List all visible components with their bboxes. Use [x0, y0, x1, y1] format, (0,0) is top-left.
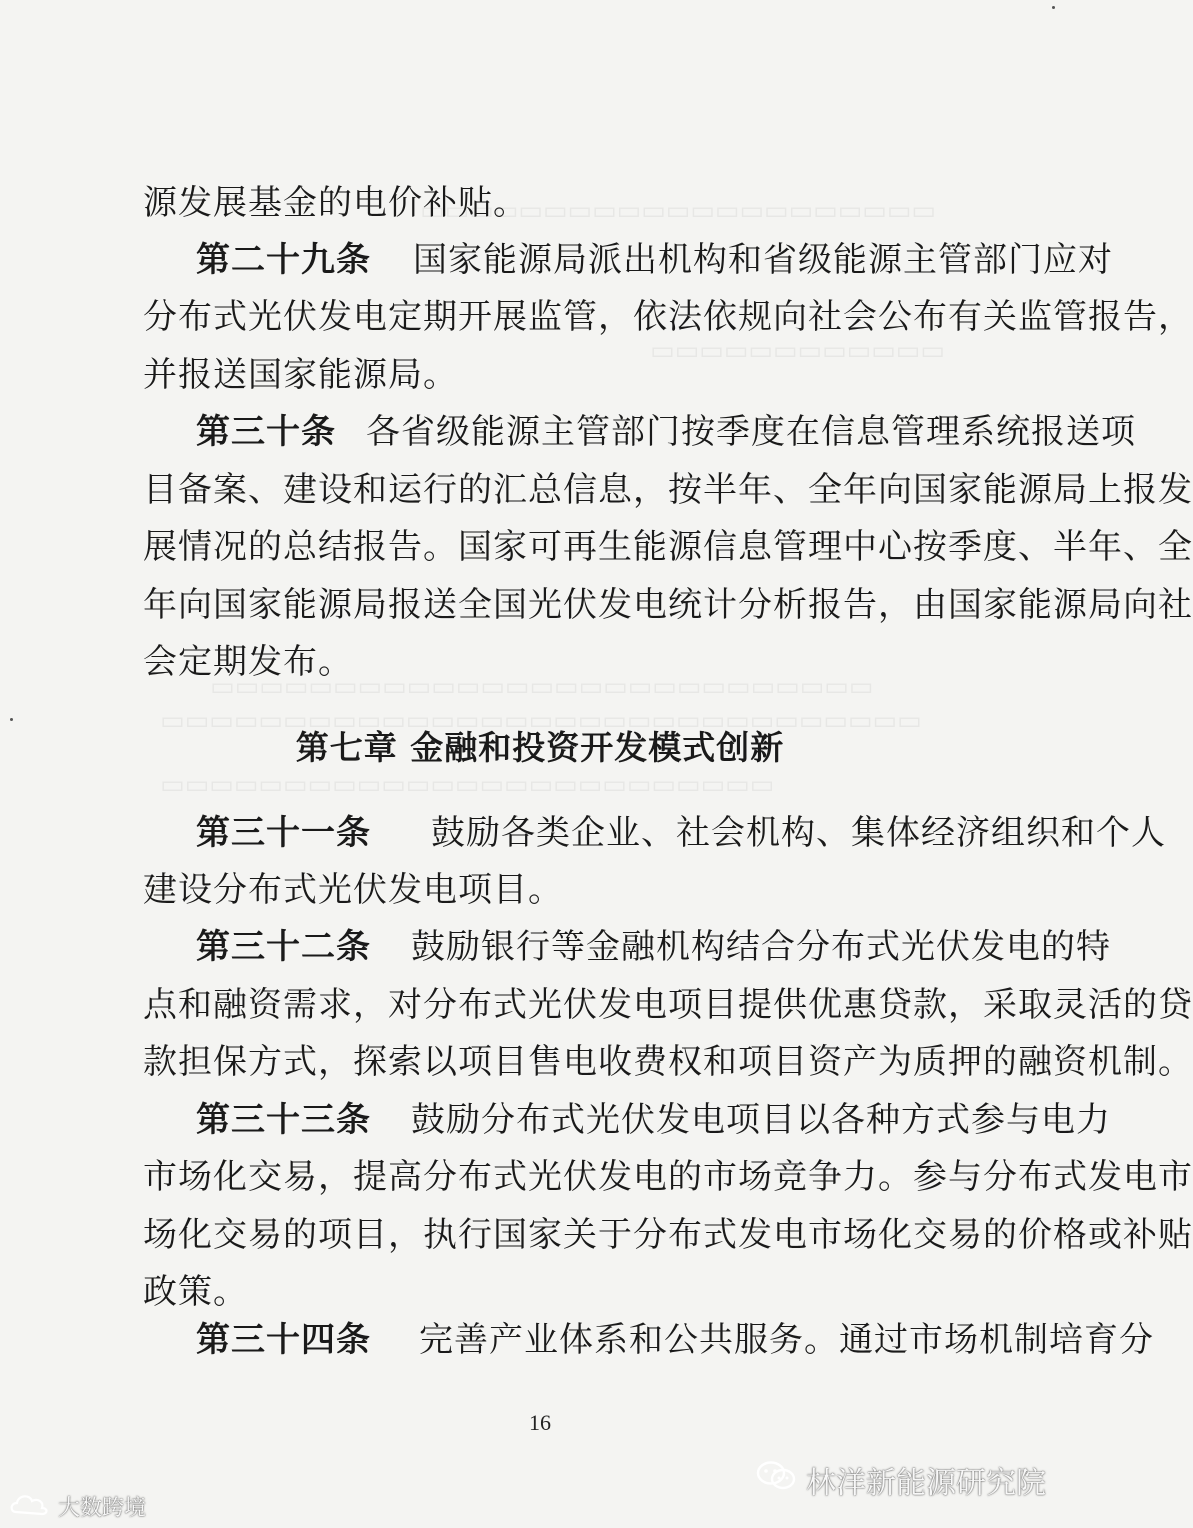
text-line — [143, 297, 1193, 337]
line-text: 分布式光伏发电定期开展监管，依法依规向社会公布有关监管报告， — [143, 297, 1193, 337]
wechat-icon — [756, 1460, 796, 1500]
line-text: 政策。 — [143, 1272, 248, 1312]
line-text: 会定期发布。 — [143, 642, 353, 682]
line-text: 鼓励分布式光伏发电项目以各种方式参与电力 — [411, 1100, 1111, 1140]
article-number: 第三十条 — [196, 412, 336, 452]
article-33-heading-line — [196, 1100, 1111, 1140]
text-line — [143, 527, 1193, 567]
wechat-watermark — [756, 1458, 1046, 1502]
text-line — [143, 585, 1193, 625]
text-line — [143, 1272, 248, 1312]
line-text: 建设分布式光伏发电项目。 — [143, 870, 563, 910]
line-text: 各省级能源主管部门按季度在信息管理系统报送项 — [366, 412, 1136, 452]
text-line — [143, 642, 353, 682]
line-text: 完善产业体系和公共服务。通过市场机制培育分 — [419, 1320, 1154, 1360]
article-number: 第三十三条 — [196, 1100, 371, 1140]
article-number: 第二十九条 — [196, 240, 371, 280]
scan-speck — [10, 718, 13, 721]
bleed-through-artifact: ▭▭▭▭▭▭▭▭▭▭▭▭ — [650, 336, 945, 366]
text-line — [143, 470, 1193, 510]
text-line — [143, 355, 458, 395]
line-text: 点和融资需求，对分布式光伏发电项目提供优惠贷款，采取灵活的贷 — [143, 985, 1193, 1025]
cloud-icon — [8, 1490, 52, 1522]
article-number: 第三十四条 — [196, 1320, 371, 1360]
line-text: 目备案、建设和运行的汇总信息，按半年、全年向国家能源局上报发 — [143, 470, 1193, 510]
chapter-title: 第七章 金融和投资开发模式创新 — [295, 728, 785, 767]
article-number: 第三十二条 — [196, 927, 371, 967]
page-number: 16 — [529, 1410, 551, 1435]
bleed-through-artifact: ▭▭▭▭▭▭▭▭▭▭▭▭▭▭▭▭▭▭▭▭▭ — [420, 196, 936, 226]
line-text: 市场化交易，提高分布式光伏发电的市场竞争力。参与分布式发电市 — [143, 1157, 1193, 1197]
line-text: 鼓励各类企业、社会机构、集体经济组织和个人 — [431, 813, 1166, 853]
article-34-heading-line — [196, 1320, 1154, 1360]
article-31-heading-line — [196, 813, 1166, 853]
article-29-heading-line — [196, 240, 1113, 280]
line-text: 场化交易的项目，执行国家关于分布式发电市场化交易的价格或补贴 — [143, 1215, 1193, 1255]
bleed-through-artifact: ▭▭▭▭▭▭▭▭▭▭▭▭▭▭▭▭▭▭▭▭▭▭▭▭▭ — [160, 770, 775, 800]
bleed-through-artifact: ▭▭▭▭▭▭▭▭▭▭▭▭▭▭▭▭▭▭▭▭▭▭▭▭▭▭▭▭▭▭▭ — [160, 706, 922, 736]
line-text: 并报送国家能源局。 — [143, 355, 458, 395]
bleed-through-artifact: ▭▭▭▭▭▭▭▭▭▭▭▭▭▭▭▭▭▭▭▭▭▭▭▭▭▭▭ — [210, 672, 874, 702]
line-text: 源发展基金的电价补贴。 — [143, 183, 528, 223]
text-line — [143, 1215, 1193, 1255]
watermark-text: 大数跨境 — [58, 1495, 147, 1521]
line-text: 展情况的总结报告。国家可再生能源信息管理中心按季度、半年、全 — [143, 527, 1193, 567]
line-text: 鼓励银行等金融机构结合分布式光伏发电的特 — [411, 927, 1111, 967]
text-line — [143, 985, 1193, 1025]
text-line — [143, 870, 563, 910]
text-line — [143, 183, 528, 223]
scan-speck — [1052, 6, 1055, 9]
article-number: 第三十一条 — [196, 813, 371, 853]
line-text: 款担保方式，探索以项目售电收费权和项目资产为质押的融资机制。 — [143, 1042, 1193, 1082]
line-text: 国家能源局派出机构和省级能源主管部门应对 — [413, 240, 1113, 280]
article-30-heading-line — [196, 412, 1136, 452]
line-text: 年向国家能源局报送全国光伏发电统计分析报告，由国家能源局向社 — [143, 585, 1193, 625]
watermark-text: 林洋新能源研究院 — [806, 1466, 1046, 1501]
text-line — [143, 1042, 1193, 1082]
text-line — [143, 1157, 1193, 1197]
site-watermark — [8, 1490, 146, 1522]
article-32-heading-line — [196, 927, 1111, 967]
